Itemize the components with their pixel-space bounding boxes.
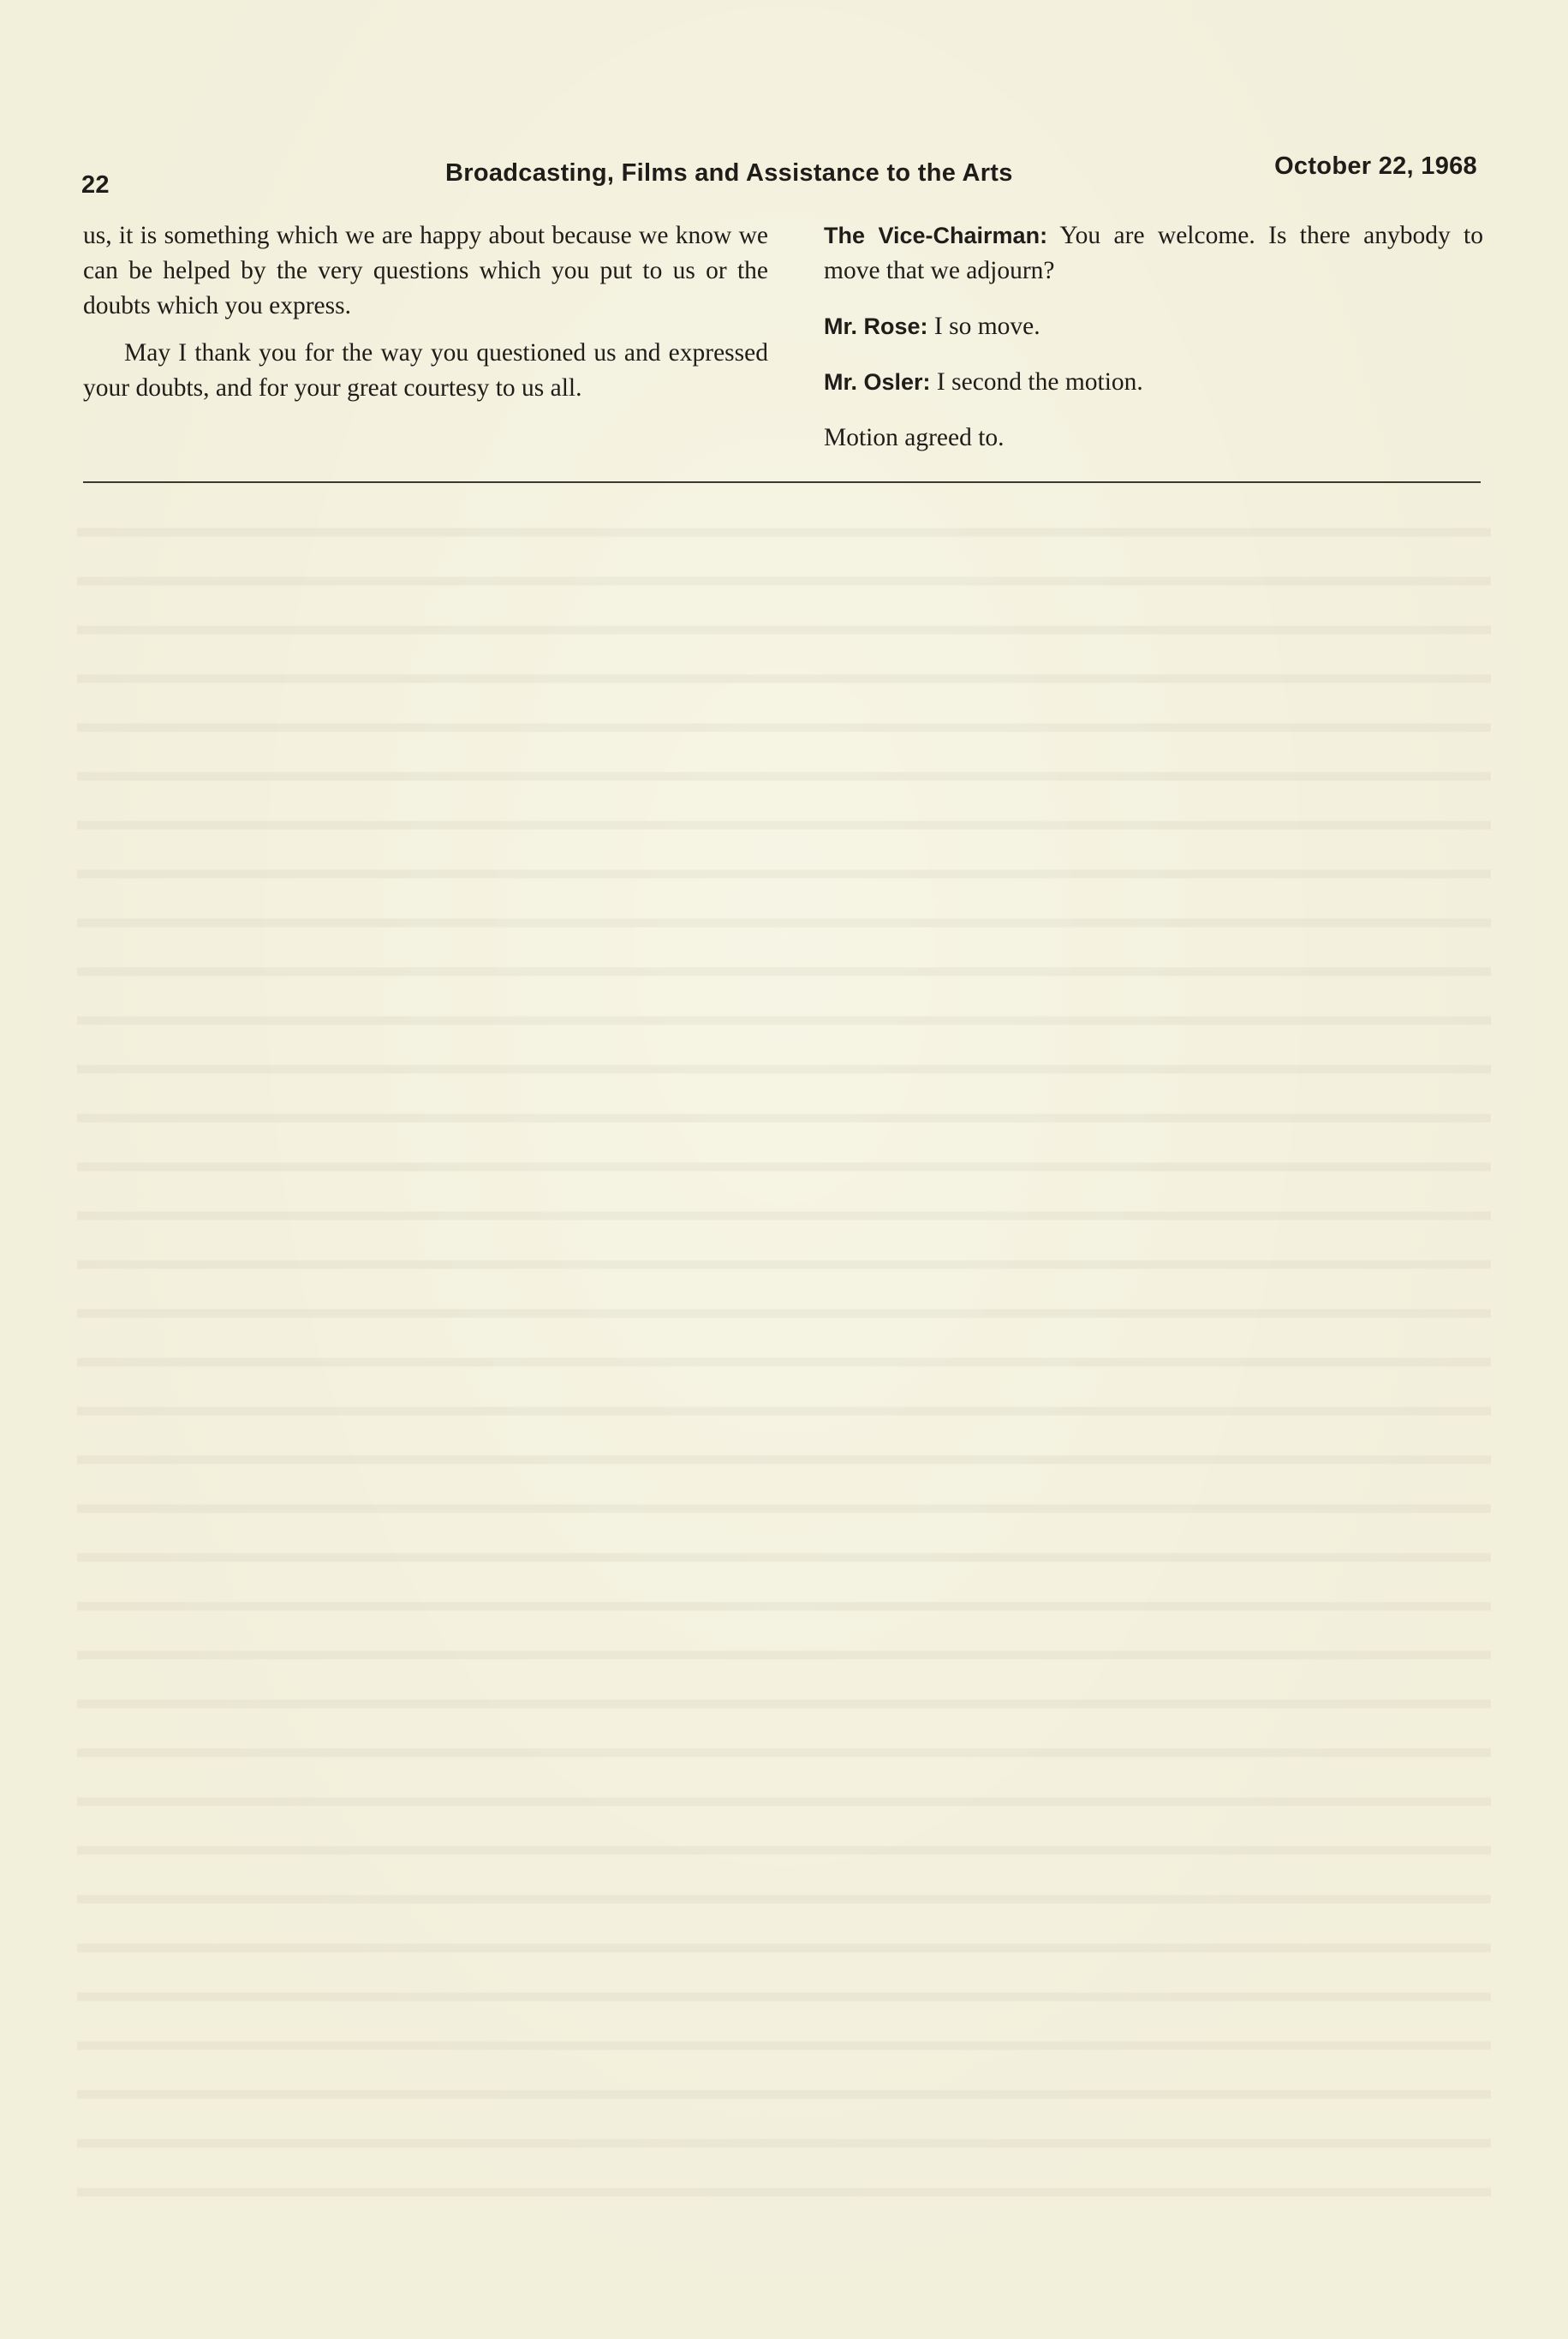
speech-entry: [824, 309, 1483, 344]
left-column: [83, 218, 768, 406]
section-divider: [83, 481, 1481, 483]
motion-result: [824, 421, 1483, 456]
running-title: Broadcasting, Films and Assistance to the Arts: [445, 159, 1013, 187]
motion-text: Motion agreed to.: [824, 424, 1005, 451]
speaker-name: The Vice-Chairman:: [824, 223, 1048, 248]
page-header: [81, 152, 1477, 199]
speech-text: I so move.: [927, 313, 1040, 340]
paragraph: May I thank you for the way you questioned us and expressed your doubts, and for your great courtesy to us all.: [83, 339, 768, 402]
speech-entry: [824, 218, 1483, 289]
speech-entry: [824, 365, 1483, 400]
speaker-name: Mr. Osler:: [824, 369, 931, 395]
paragraph: us, it is something which we are happy about because we know we can be helped by the very questions which you put to us or the doubts which you express.: [83, 222, 768, 319]
page-number: 22: [81, 171, 110, 199]
right-column: [824, 218, 1483, 476]
header-date: October 22, 1968: [1274, 152, 1477, 180]
speech-text: You are welcome. Is there anybody to move that we adjourn?: [824, 222, 1483, 284]
speech-text: I second the motion.: [930, 368, 1143, 396]
speaker-name: Mr. Rose:: [824, 313, 928, 339]
reverse-side-bleed-through: [77, 505, 1491, 2236]
